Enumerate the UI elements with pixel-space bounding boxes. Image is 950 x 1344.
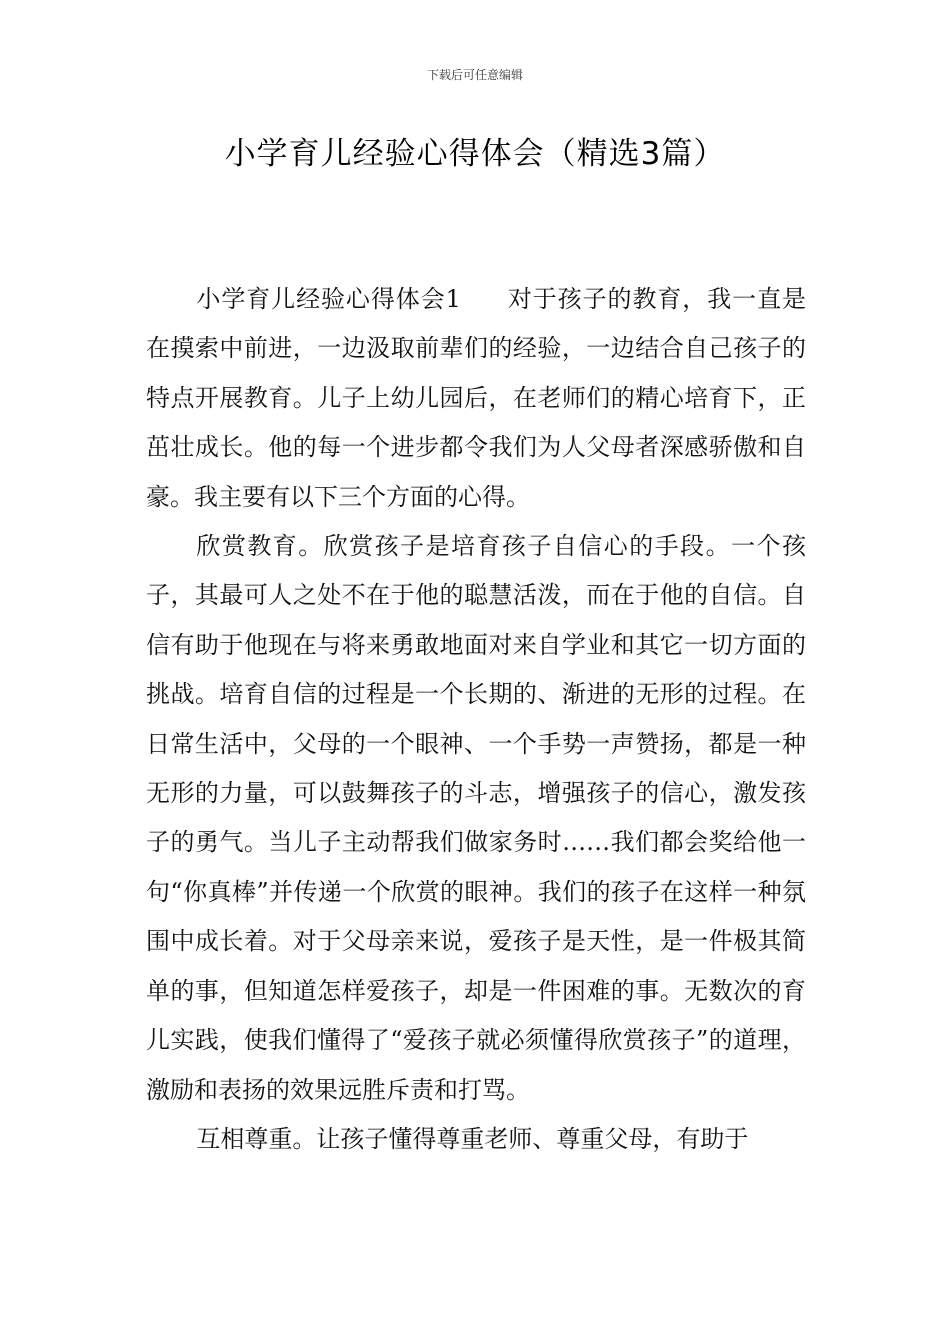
header-note: 下载后可任意编辑 [426,68,523,82]
paragraph-1-text: 对于孩子的教育，我一直是在摸索中前进，一边汲取前辈们的经验，一边结合自己孩子的特点开展教育。儿子上幼儿园后，在老师们的精心培育下，正茁壮成长。他的每一个进步都令我们为人父母者深感骄傲和自豪。我主要有以下三个方面的心得。 [146,285,806,511]
document-title: 小学育儿经验心得体会（精选3篇） [224,136,726,172]
section-heading: 小学育儿经验心得体会1 [196,285,461,313]
paragraph-2: 欣赏教育。欣赏孩子是培育孩子自信心的手段。一个孩子，其最可人之处不在于他的聪慧活泼，而在于他的自信。自信有助于他现在与将来勇敢地面对来自学业和其它一切方面的挑战。培育自信的过程是一个长期的、渐进的无形的过程。在日常生活中，父母的一个眼神、一个手势一声赞扬，都是一种无形的力量，可以鼓舞孩子的斗志，增强孩子的信心，激发孩子的勇气。当儿子主动帮我们做家务时……我们都会奖给他一句“你真棒”并传递一个欣赏的眼神。我们的孩子在这样一种氛围中成长着。对于父母亲来说，爱孩子是天性，是一件极其简单的事，但知道怎样爱孩子，却是一件困难的事。无数次的育儿实践，使我们懂得了“爱孩子就必须懂得欣赏孩子”的道理，激励和表扬的效果远胜斥责和打骂。 [146,532,806,1104]
document-body [146,275,806,1164]
paragraph-1 [146,275,806,522]
paragraph-3: 互相尊重。让孩子懂得尊重老师、尊重父母，有助于 [196,1124,749,1153]
